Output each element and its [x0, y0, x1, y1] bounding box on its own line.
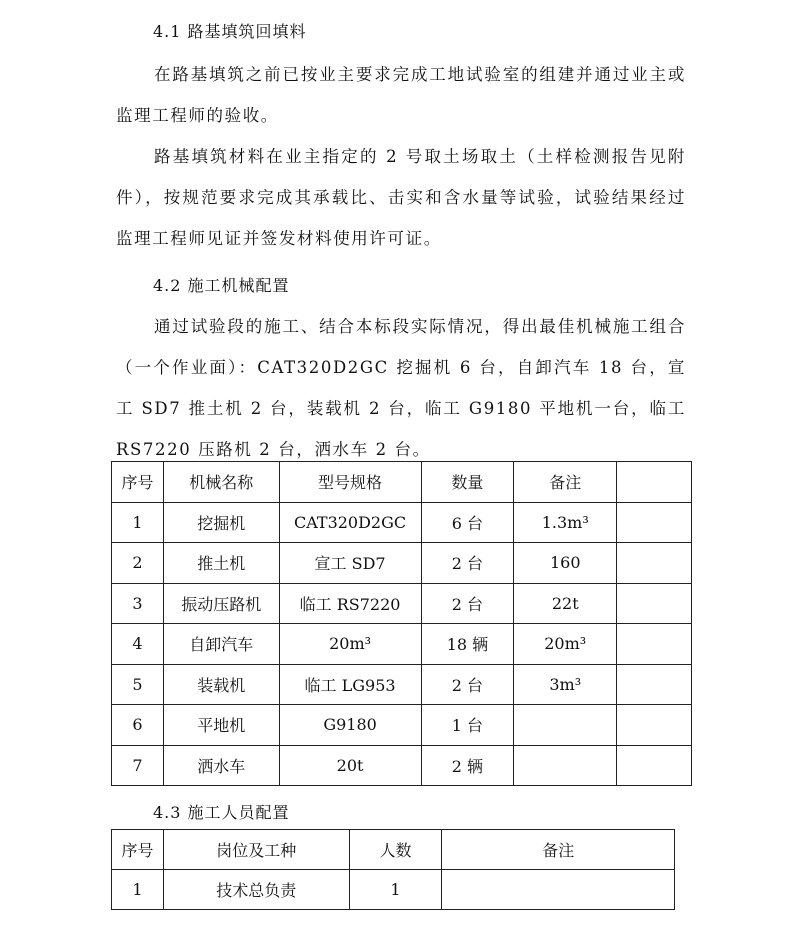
table-cell: 1 — [349, 870, 442, 910]
table-cell: 2 — [112, 543, 164, 584]
staff-config-table — [111, 829, 675, 910]
section-4-2-heading: 4.2 施工机械配置 — [153, 276, 290, 295]
table-cell: 6 台 — [421, 502, 514, 543]
table-cell — [442, 870, 675, 910]
table-cell — [617, 583, 692, 624]
table-cell: 4 — [112, 624, 164, 665]
table-cell: 临工 LG953 — [279, 664, 421, 705]
section-4-1-paragraph-1: 在路基填筑之前已按业主要求完成工地试验室的组建并通过业主或监理工程师的验收。 — [116, 65, 686, 125]
column-header: 人数 — [349, 830, 442, 870]
table-cell — [617, 705, 692, 746]
table-row — [112, 664, 692, 705]
table-cell: 22t — [514, 583, 617, 624]
column-header: 序号 — [112, 830, 164, 870]
table-cell: 3 — [112, 583, 164, 624]
table-cell: 20m³ — [279, 624, 421, 665]
table-cell: 1.3m³ — [514, 502, 617, 543]
table-cell: 洒水车 — [163, 745, 279, 786]
table-cell — [514, 705, 617, 746]
table-cell: 2 台 — [421, 543, 514, 584]
table-cell: 18 辆 — [421, 624, 514, 665]
table-cell: 技术总负责 — [163, 870, 349, 910]
table-cell — [617, 664, 692, 705]
column-header: 序号 — [112, 462, 164, 503]
table-row — [112, 583, 692, 624]
table-cell: 20t — [279, 745, 421, 786]
table-cell: 推土机 — [163, 543, 279, 584]
table-cell: 2 台 — [421, 583, 514, 624]
table-cell: 1 — [112, 502, 164, 543]
table-cell: 2 台 — [421, 664, 514, 705]
table-cell: 7 — [112, 745, 164, 786]
table-row — [112, 502, 692, 543]
table-cell: 1 — [112, 870, 164, 910]
table-cell: G9180 — [279, 705, 421, 746]
section-4-3-heading: 4.3 施工人员配置 — [153, 803, 290, 822]
table-row — [112, 745, 692, 786]
table-cell — [617, 624, 692, 665]
table-cell: 160 — [514, 543, 617, 584]
column-header: 数量 — [421, 462, 514, 503]
table-cell: 2 辆 — [421, 745, 514, 786]
table-cell: 临工 RS7220 — [279, 583, 421, 624]
table-header-row — [112, 462, 692, 503]
table-cell — [617, 745, 692, 786]
table-row — [112, 705, 692, 746]
section-4-1-heading: 4.1 路基填筑回填料 — [153, 22, 307, 41]
table-cell: 1 台 — [421, 705, 514, 746]
table-cell: CAT320D2GC — [279, 502, 421, 543]
table-cell: 宣工 SD7 — [279, 543, 421, 584]
table-cell — [617, 543, 692, 584]
table-cell — [617, 502, 692, 543]
section-4-1-paragraph-2: 路基填筑材料在业主指定的 2 号取土场取土（土样检测报告见附件），按规范要求完成其承载比、击实和含水量等试验，试验结果经过监理工程师见证并签发材料使用许可证。 — [116, 147, 686, 248]
table-cell: 挖掘机 — [163, 502, 279, 543]
table-cell: 3m³ — [514, 664, 617, 705]
column-header: 备注 — [514, 462, 617, 503]
column-header: 备注 — [442, 830, 675, 870]
table-row — [112, 624, 692, 665]
table-cell: 6 — [112, 705, 164, 746]
table-cell — [514, 745, 617, 786]
table-row — [112, 543, 692, 584]
column-header — [617, 462, 692, 503]
column-header: 型号规格 — [279, 462, 421, 503]
table-cell: 平地机 — [163, 705, 279, 746]
table-cell: 自卸汽车 — [163, 624, 279, 665]
section-4-2-paragraph: 通过试验段的施工、结合本标段实际情况，得出最佳机械施工组合（一个作业面）：CAT320D2GC 挖掘机 6 台，自卸汽车 18 台，宣工 SD7 推土机 2 台，装载机 2 台，临工 G9180 平地机一台，临工 RS7220 压路机 2 台，洒水车 2 台。 — [116, 317, 686, 459]
column-header: 岗位及工种 — [163, 830, 349, 870]
table-header-row — [112, 830, 675, 870]
table-row — [112, 870, 675, 910]
table-cell: 20m³ — [514, 624, 617, 665]
table-cell: 5 — [112, 664, 164, 705]
table-cell: 装载机 — [163, 664, 279, 705]
machine-config-table — [111, 461, 692, 786]
table-cell: 振动压路机 — [163, 583, 279, 624]
column-header: 机械名称 — [163, 462, 279, 503]
